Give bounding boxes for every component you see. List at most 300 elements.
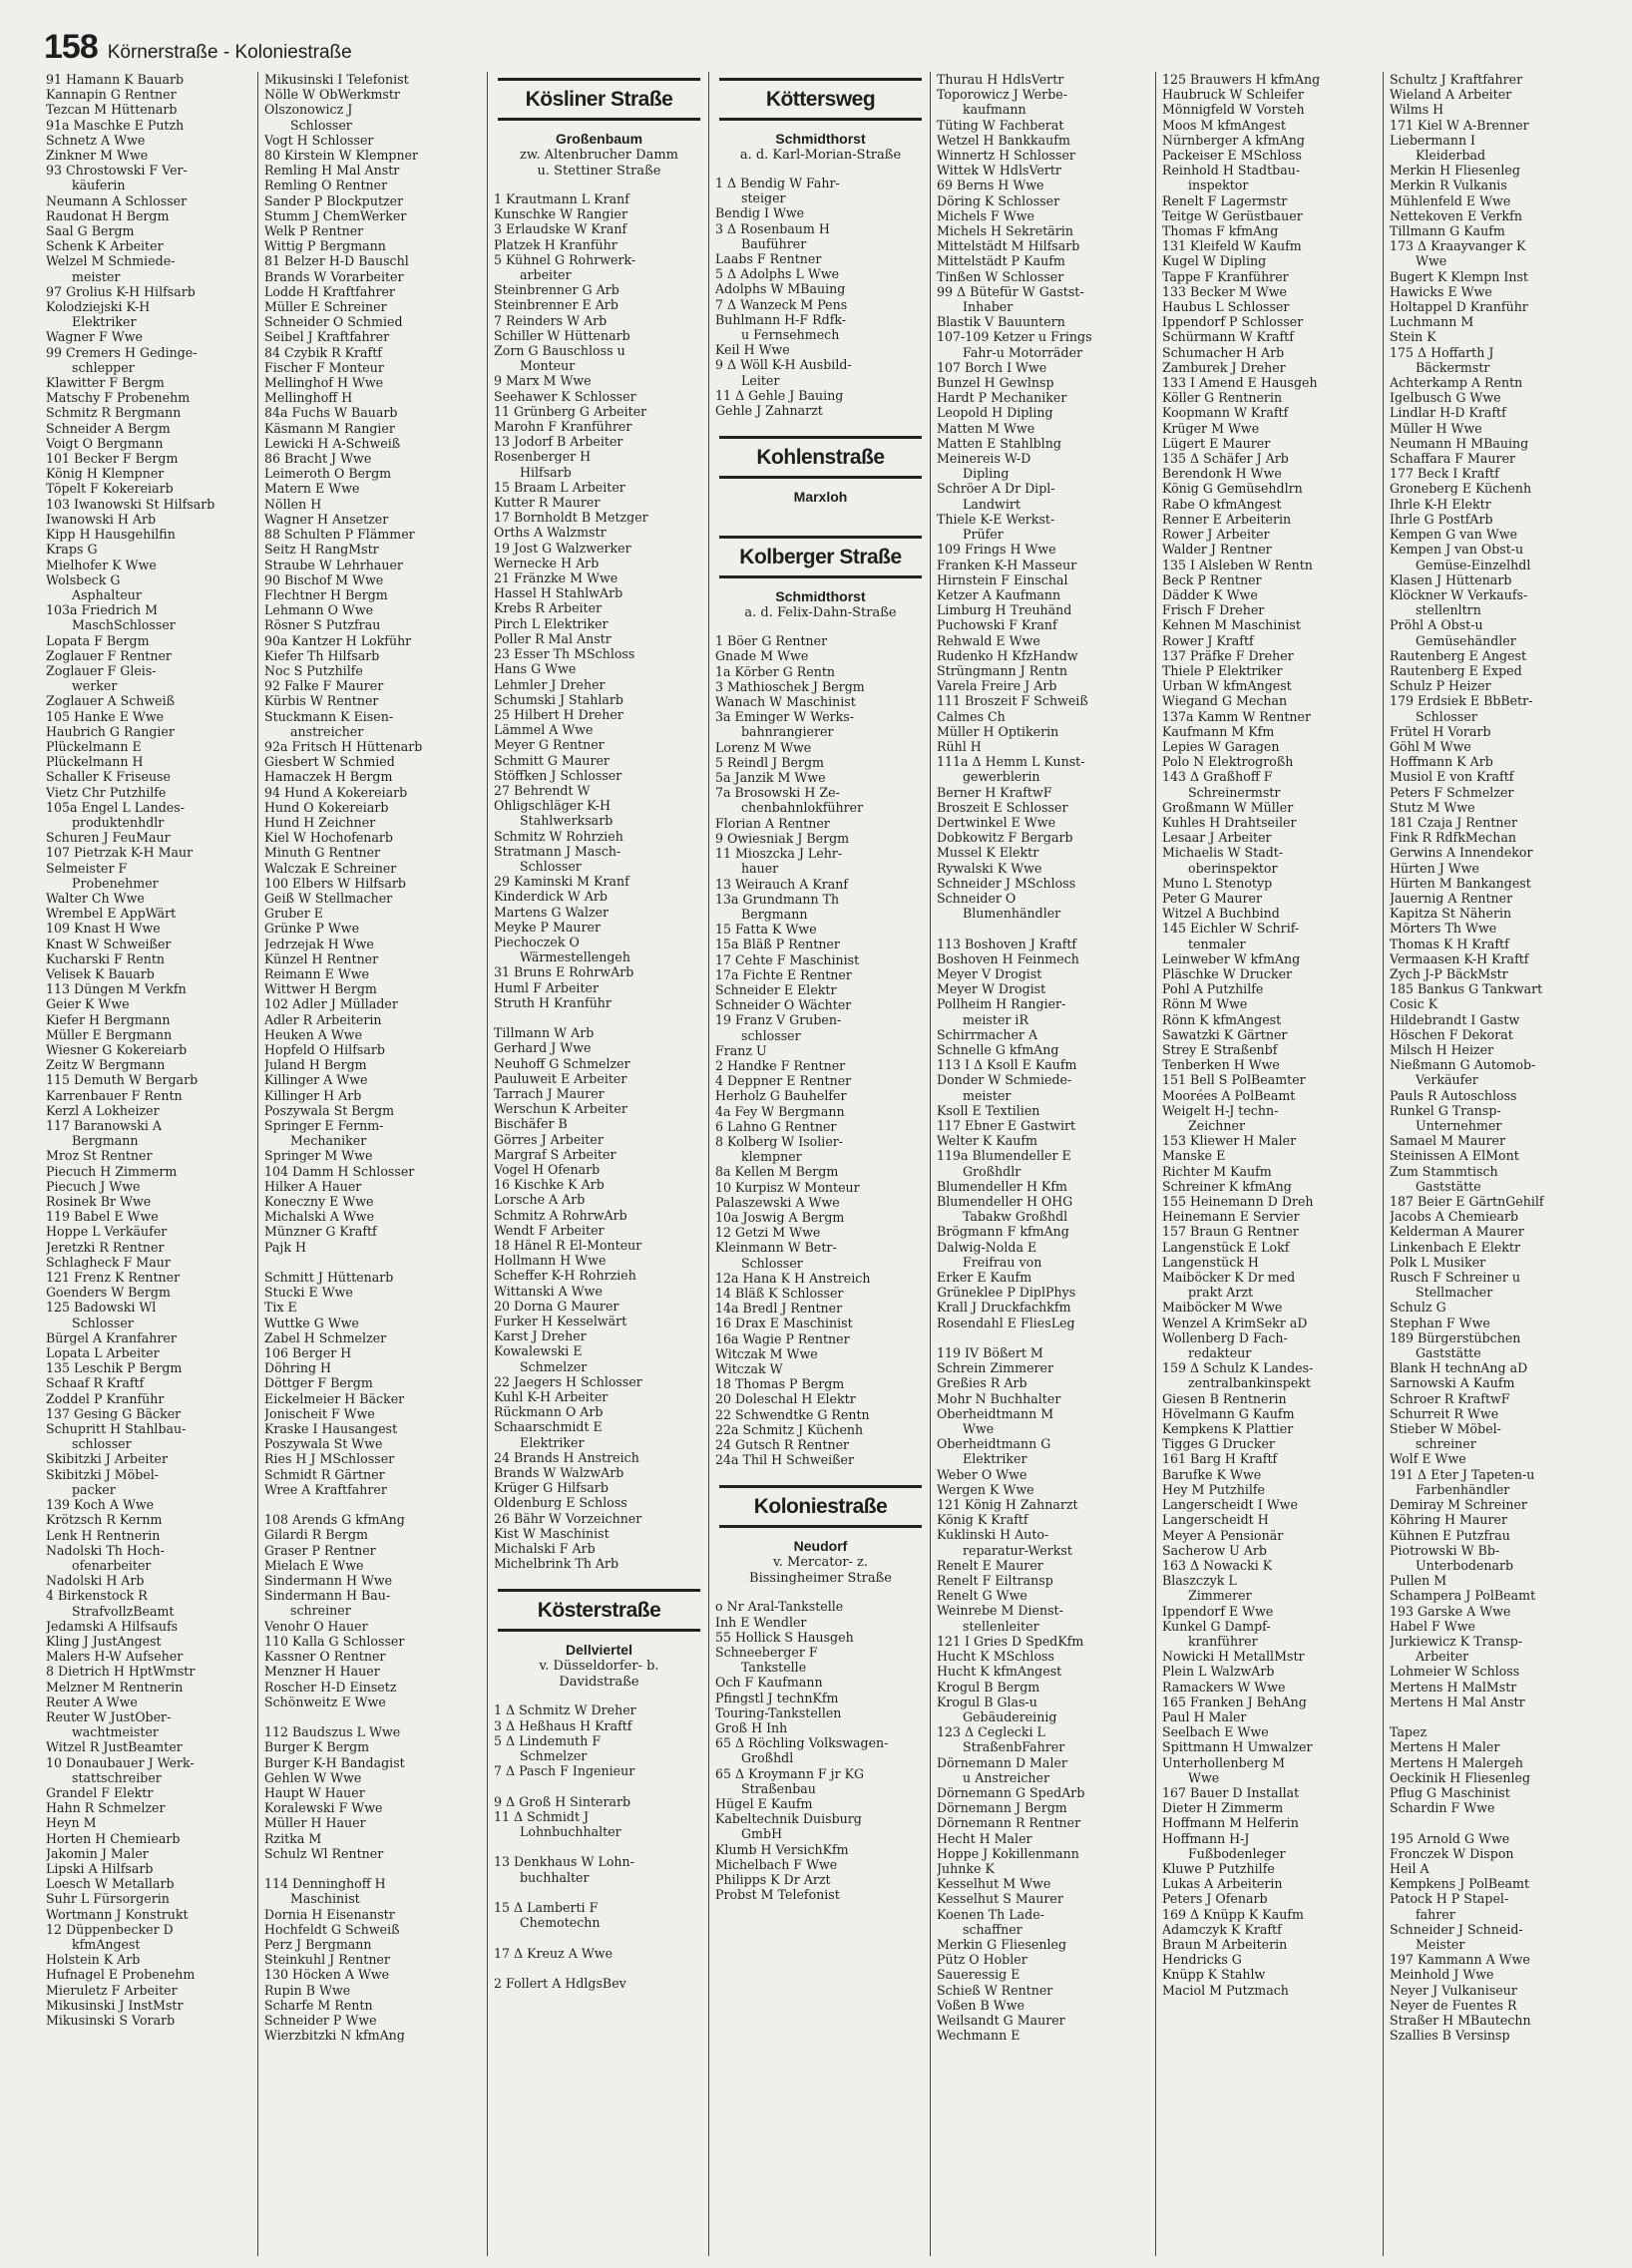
resident-entry: Lipski A Hilfsarb: [46, 1860, 154, 1876]
resident-entry: Donder W Schmiede-: [937, 1072, 1072, 1088]
resident-entry: 5 Δ Adolphs L Wwe: [715, 266, 840, 282]
resident-entry: Vogel H Ofenarb: [494, 1161, 601, 1177]
resident-entry: Ramackers W Wwe: [1162, 1679, 1286, 1695]
resident-entry: Blastik V Bauuntern: [937, 314, 1065, 330]
resident-entry: Lügert E Maurer: [1162, 435, 1271, 451]
resident-entry: Sander P Blockputzer: [264, 192, 404, 208]
resident-entry: 7 Δ Wanzeck M Pens: [715, 296, 848, 312]
resident-entry: Witzel R JustBeamter: [46, 1739, 183, 1755]
resident-entry: Limburg H Treuhänd: [937, 602, 1072, 618]
resident-entry: Wierzbitzki N kfmAng: [264, 2028, 405, 2044]
resident-entry: 179 Erdsiek E BbBetr-: [1390, 693, 1533, 709]
resident-entry: 103a Friedrich M: [46, 602, 158, 618]
resident-entry: Killinger A Wwe: [264, 1072, 368, 1088]
resident-entry: Poller R Mal Anstr: [494, 630, 612, 646]
resident-entry: Jauernig A Rentner: [1390, 890, 1513, 906]
resident-entry: Frütel H Vorarb: [1390, 723, 1491, 739]
resident-entry: Boshoven H Feinmech: [937, 950, 1079, 966]
resident-entry: 24 Brands H Anstreich: [494, 1449, 639, 1465]
resident-entry: Krötzsch R Kernm: [46, 1512, 163, 1528]
resident-entry: Holstein K Arb: [46, 1952, 141, 1968]
resident-entry: Keil H Wwe: [715, 342, 790, 358]
resident-entry: Piechoczek O: [494, 934, 580, 949]
resident-entry: 143 Δ Graßhoff F: [1162, 769, 1273, 785]
resident-entry: Lepies W Garagen: [1162, 738, 1280, 754]
resident-entry: Mussel K Elektr: [937, 845, 1039, 861]
entry-continuation: Elektriker: [72, 314, 137, 330]
column-1: [40, 72, 257, 2256]
resident-entry: Michelbrink Th Arb: [494, 1556, 619, 1572]
resident-entry: Ketzer A Kaufmann: [937, 586, 1061, 602]
resident-entry: 84a Fuchs W Bauarb: [264, 405, 398, 421]
resident-entry: Reinhold H Stadtbau-: [1162, 163, 1301, 179]
resident-entry: Nadolski Th Hoch-: [46, 1542, 165, 1558]
resident-entry: Wittwer H Bergm: [264, 981, 377, 997]
resident-entry: Stumm J ChemWerker: [264, 207, 407, 223]
resident-entry: Lenk H Rentnerin: [46, 1527, 161, 1543]
resident-entry: Schumski J Stahlarb: [494, 691, 623, 707]
entry-continuation: Wwe: [1416, 253, 1447, 269]
resident-entry: Langerscheidt I Wwe: [1162, 1497, 1298, 1513]
resident-entry: Kuhles H Drahtseiler: [1162, 814, 1297, 830]
entry-continuation: stellenltrn: [1416, 602, 1481, 618]
resident-entry: 65 Δ Röchling Volkswagen-: [715, 1735, 889, 1751]
resident-entry: Klawitter F Bergm: [46, 375, 165, 391]
resident-entry: Wittanski A Wwe: [494, 1283, 603, 1299]
entry-continuation: Elektriker: [963, 1451, 1027, 1467]
resident-entry: Ippendorf E Wwe: [1162, 1603, 1274, 1619]
entry-continuation: Dipling: [963, 466, 1010, 482]
resident-entry: Schuren J FeuMaur: [46, 830, 171, 846]
resident-entry: 18 Thomas P Bergm: [715, 1376, 845, 1392]
resident-entry: Wagner H Ansetzer: [264, 511, 389, 527]
resident-entry: 103 Iwanowski St Hilfsarb: [46, 496, 215, 512]
resident-entry: 137 Präfke F Dreher: [1162, 647, 1294, 663]
block-spacer: [715, 621, 926, 633]
resident-entry: Krüger M Wwe: [1162, 420, 1260, 436]
resident-entry: Witczak M Wwe: [715, 1345, 818, 1361]
entry-continuation: Blumenhändler: [963, 906, 1061, 922]
resident-entry: Wenzel A KrimSekr aD: [1162, 1315, 1308, 1330]
resident-entry: Kluwe P Putzhilfe: [1162, 1860, 1275, 1876]
entry-continuation: StraßenbFahrer: [963, 1739, 1065, 1755]
resident-entry: Mielach E Wwe: [264, 1557, 364, 1573]
resident-entry: Menzner H Hauer: [264, 1664, 380, 1680]
resident-entry: 159 Δ Schulz K Landes-: [1162, 1360, 1314, 1376]
blank-line: [494, 1010, 704, 1025]
entry-continuation: Bergmann: [741, 906, 808, 922]
resident-entry: Renelt E Maurer: [937, 1557, 1043, 1573]
resident-entry: 93 Chrostowski F Ver-: [46, 163, 188, 179]
resident-entry: 5 Δ Lindemuth F: [494, 1732, 602, 1748]
resident-entry: Hollmann H Wwe: [494, 1253, 607, 1269]
resident-entry: Hoffmann H-J: [1162, 1830, 1250, 1846]
resident-entry: 107 Borch I Wwe: [937, 359, 1047, 375]
resident-entry: Meyer A Pensionär: [1162, 1527, 1284, 1543]
resident-entry: Meyer G Rentner: [494, 737, 605, 753]
resident-entry: 24 Gutsch R Rentner: [715, 1437, 850, 1453]
resident-entry: Schönweitz E Wwe: [264, 1694, 386, 1709]
resident-entry: Muno L Stenotyp: [1162, 875, 1273, 891]
resident-entry: 121 König H Zahnarzt: [937, 1497, 1078, 1513]
resident-entry: Rautenberg E Exped: [1390, 662, 1522, 678]
entry-continuation: Chemotechn: [520, 1915, 601, 1931]
resident-entry: 123 Δ Ceglecki L: [937, 1724, 1045, 1740]
resident-entry: Nettekoven E Verkfn: [1390, 207, 1522, 223]
resident-entry: Heuken A Wwe: [264, 1026, 363, 1042]
resident-entry: Kempkens J PolBeamt: [1390, 1876, 1530, 1892]
block-spacer: [494, 180, 704, 191]
resident-entry: Koenen Th Lade-: [937, 1906, 1044, 1922]
blank-line: [494, 1961, 704, 1976]
resident-entry: Kutter R Maurer: [494, 495, 601, 511]
resident-entry: Hildebrandt I Gastw: [1390, 1011, 1520, 1027]
resident-entry: 195 Arnold G Wwe: [1390, 1830, 1510, 1846]
resident-entry: Müller E Bergmann: [46, 1026, 173, 1042]
resident-entry: Varela Freire J Arb: [937, 678, 1057, 694]
resident-entry: Koralewski F Wwe: [264, 1800, 383, 1816]
resident-entry: Schneider P Wwe: [264, 2012, 377, 2028]
resident-entry: Karrenbauer F Rentn: [46, 1087, 183, 1103]
entry-continuation: Inhaber: [963, 299, 1014, 315]
resident-entry: Wechmann E: [937, 2028, 1020, 2044]
resident-entry: 137 Gesing G Bäcker: [46, 1405, 182, 1421]
district-name: Großenbaum: [555, 131, 643, 147]
resident-entry: Sacherow U Arb: [1162, 1542, 1267, 1558]
resident-entry: 17a Fichte E Rentner: [715, 966, 852, 982]
resident-entry: Kipp H Hausgehilfin: [46, 527, 176, 543]
resident-entry: Jurkiewicz K Transp-: [1390, 1633, 1523, 1649]
resident-entry: 5a Janzik M Wwe: [715, 770, 826, 786]
resident-entry: Pollheim H Rangier-: [937, 996, 1066, 1012]
resident-entry: 109 Knast H Wwe: [46, 921, 161, 937]
resident-entry: Teitge W Gerüstbauer: [1162, 207, 1303, 223]
resident-entry: Springer M Wwe: [264, 1148, 373, 1164]
resident-entry: 16a Wagiе P Rentner: [715, 1330, 850, 1346]
resident-entry: Wortmann J Konstrukt: [46, 1906, 189, 1922]
resident-entry: Koopmann W Kraftf: [1162, 405, 1289, 421]
resident-entry: Schmitz A RohrwArb: [494, 1207, 627, 1223]
resident-entry: Merkin H Fliesenleg: [1390, 163, 1520, 179]
resident-entry: Schmitt J Hüttenarb: [264, 1270, 394, 1286]
street-extent-note: v. Düsseldorfer- b.: [539, 1659, 659, 1675]
district-name: Schmidthorst: [775, 131, 866, 147]
resident-entry: Franz U: [715, 1042, 767, 1058]
entry-continuation: gewerblerin: [963, 769, 1040, 785]
resident-entry: 25 Hilbert H Dreher: [494, 706, 623, 722]
blank-line: [494, 1885, 704, 1900]
resident-entry: Kannapin G Rentner: [46, 87, 177, 103]
resident-entry: Dörnemann G SpedArb: [937, 1784, 1085, 1800]
resident-entry: 92 Falke F Maurer: [264, 678, 384, 694]
resident-entry: 10 Kurpisz W Monteur: [715, 1179, 860, 1195]
resident-entry: Gnade M Wwe: [715, 648, 809, 664]
resident-entry: 55 Hollick S Hausgeh: [715, 1629, 854, 1645]
resident-entry: Schampera J PolBeamt: [1390, 1588, 1536, 1604]
resident-entry: Geier K Wwe: [46, 996, 130, 1012]
street-heading: Koloniestraße: [719, 1485, 922, 1528]
resident-entry: 23 Esser Th MSchloss: [494, 646, 635, 662]
street-extent-note: a. d. Felix-Dahn-Straße: [744, 605, 897, 621]
entry-continuation: Gaststätte: [1416, 1345, 1481, 1361]
resident-entry: Schenk K Arbeiter: [46, 238, 164, 254]
resident-entry: Ippendorf P Schlosser: [1162, 314, 1304, 330]
resident-entry: Stutz M Wwe: [1390, 799, 1475, 815]
resident-entry: Schneider J Schneid-: [1390, 1921, 1523, 1937]
resident-entry: Käsmann M Rangier: [264, 420, 395, 436]
resident-entry: 10a Joswig A Bergm: [715, 1209, 845, 1225]
resident-entry: Gerhard J Wwe: [494, 1040, 592, 1056]
resident-entry: Voigt O Bergmann: [46, 435, 164, 451]
resident-entry: Huml F Arbeiter: [494, 979, 599, 995]
resident-entry: Jeretzki R Rentner: [46, 1239, 165, 1255]
resident-entry: 135 Leschik P Bergm: [46, 1360, 183, 1376]
resident-entry: Tarrach J Maurer: [494, 1085, 605, 1101]
resident-entry: 22 Schwendtke G Rentn: [715, 1406, 870, 1422]
resident-entry: 107 Pietrzak K-H Maur: [46, 845, 194, 861]
resident-entry: 22a Schmitz J Küchenh: [715, 1421, 864, 1437]
entry-continuation: schlepper: [72, 359, 135, 375]
resident-entry: Haubruck W Schleifer: [1162, 87, 1304, 103]
resident-entry: Oeckinik H Fliesenleg: [1390, 1769, 1531, 1785]
resident-entry: Krall J Druckfachkfm: [937, 1300, 1071, 1316]
resident-entry: Mörters Th Wwe: [1390, 921, 1497, 937]
column-6: [1155, 72, 1383, 2256]
entry-continuation: Schmelzer: [520, 1358, 588, 1374]
resident-entry: Schiller W Hüttenarb: [494, 327, 630, 343]
resident-entry: Ohligschläger K-H: [494, 798, 611, 814]
resident-entry: Schneider O: [937, 890, 1017, 906]
resident-entry: Noc S Putzhilfe: [264, 662, 363, 678]
resident-entry: Tigges G Drucker: [1162, 1436, 1275, 1452]
resident-entry: Hucht K MSchloss: [937, 1649, 1054, 1665]
resident-entry: Szallies B Versinsp: [1390, 2028, 1510, 2044]
resident-entry: Pütz O Hobler: [937, 1952, 1027, 1968]
resident-entry: Bendig I Wwe: [715, 205, 805, 221]
block-spacer: [494, 1691, 704, 1702]
resident-entry: Melzner M Rentnerin: [46, 1679, 184, 1695]
resident-entry: Tüting W Fachberat: [937, 117, 1064, 133]
resident-entry: 14 Bläß K Schlosser: [715, 1285, 844, 1301]
resident-entry: Kiefer H Bergmann: [46, 1011, 171, 1027]
resident-entry: 9 Δ Wöll K-H Ausbild-: [715, 357, 852, 373]
resident-entry: Kempkens K Plattier: [1162, 1421, 1294, 1437]
resident-entry: 12a Hana K H Anstreich: [715, 1270, 871, 1286]
resident-entry: Wittek W HdlsVertr: [937, 163, 1061, 179]
column-4: [708, 72, 930, 2256]
resident-entry: Thomas K H Kraftf: [1390, 936, 1509, 951]
resident-entry: Wolsbeck G: [46, 571, 121, 587]
resident-entry: Michels F Wwe: [937, 207, 1034, 223]
resident-entry: Rusch F Schreiner u: [1390, 1270, 1520, 1286]
resident-entry: Scheffer K-H Rohrzieh: [494, 1268, 636, 1284]
resident-entry: Matern E Wwe: [264, 481, 360, 497]
resident-entry: Blaszczyk L: [1162, 1573, 1237, 1589]
entry-continuation: Gebäudereinig: [963, 1708, 1057, 1724]
resident-entry: 125 Brauwers H kfmAng: [1162, 72, 1321, 87]
resident-entry: Thiele P Elektriker: [1162, 662, 1283, 678]
resident-entry: Blumendeller H Kfm: [937, 1178, 1067, 1194]
resident-entry: Schupritt H Stahlbau-: [46, 1421, 187, 1437]
resident-entry: 110 Kalla G Schlosser: [264, 1633, 405, 1649]
resident-entry: Müller H Hauer: [264, 1815, 366, 1831]
entry-continuation: Maschinist: [290, 1891, 360, 1907]
resident-entry: Stratmann J Masch-: [494, 843, 621, 859]
resident-entry: Velisek K Bauarb: [46, 965, 155, 981]
district-name: Marxloh: [793, 489, 848, 506]
resident-entry: Blank H technAng aD: [1390, 1360, 1528, 1376]
resident-entry: Piecuch J Wwe: [46, 1178, 141, 1194]
resident-entry: 15a Bläß P Rentner: [715, 937, 840, 952]
resident-entry: o Nr Aral-Tankstelle: [715, 1599, 844, 1615]
resident-entry: Wree A Kraftfahrer: [264, 1481, 387, 1497]
blank-line: [1390, 1815, 1604, 1830]
resident-entry: 13 Denkhaus W Lohn-: [494, 1854, 634, 1870]
resident-entry: Schulz P Heizer: [1390, 678, 1491, 694]
resident-entry: 1 Δ Bendig W Fahr-: [715, 176, 840, 190]
resident-entry: König H Klempner: [46, 466, 165, 482]
resident-entry: Rautenberg E Angest: [1390, 647, 1527, 663]
resident-entry: Ihrle G PostfArb: [1390, 511, 1493, 527]
street-heading: Kösliner Straße: [498, 78, 700, 121]
resident-entry: Iwanowski H Arb: [46, 511, 157, 527]
resident-entry: Rehwald E Wwe: [937, 632, 1040, 648]
resident-entry: Hoppe J Kokillenmann: [937, 1845, 1079, 1861]
resident-entry: Schlagheck F Maur: [46, 1254, 171, 1270]
entry-continuation: Asphalteur: [72, 586, 142, 602]
resident-entry: 3 Δ Heßhaus H Kraftf: [494, 1717, 632, 1733]
resident-entry: Lopata L Arbeiter: [46, 1345, 160, 1361]
resident-entry: Haubrich G Rangier: [46, 723, 175, 739]
resident-entry: Wuttke G Wwe: [264, 1315, 359, 1330]
resident-entry: Rösner S Putzfrau: [264, 617, 381, 633]
resident-entry: 13 Weirauch A Kranf: [715, 876, 849, 892]
resident-entry: Polo N Elektrogroßh: [1162, 754, 1294, 770]
resident-entry: 1 Krautmann L Kranf: [494, 191, 629, 206]
resident-entry: Kesselhut M Wwe: [937, 1876, 1051, 1892]
resident-entry: 80 Kirstein W Klempner: [264, 148, 419, 164]
resident-entry: Hopfeld O Hilfsarb: [264, 1042, 385, 1057]
resident-entry: Krebs R Arbeiter: [494, 600, 603, 616]
resident-entry: Kehnen M Maschinist: [1162, 617, 1301, 633]
resident-entry: Palaszewski A Wwe: [715, 1194, 840, 1210]
resident-entry: Orths A Walzmstr: [494, 525, 607, 541]
resident-entry: Mertens H MalMstr: [1390, 1679, 1517, 1695]
resident-entry: 6 Lahno G Rentner: [715, 1118, 837, 1134]
resident-entry: Laabs F Rentner: [715, 251, 822, 267]
resident-entry: Giesbert W Schmied: [264, 754, 395, 770]
resident-entry: Müller E Schreiner: [264, 299, 387, 315]
resident-entry: 119a Blumendeller E: [937, 1148, 1071, 1164]
resident-entry: 12 Getzi M Wwe: [715, 1225, 821, 1241]
resident-entry: Bischäfer B: [494, 1116, 568, 1132]
resident-entry: Schneeberger F: [715, 1645, 818, 1661]
resident-entry: Hassel H StahlwArb: [494, 585, 623, 601]
resident-entry: Scharfe M Rentn: [264, 1997, 373, 2013]
resident-entry: Struth H Kranführ: [494, 994, 612, 1010]
entry-continuation: kranführer: [1188, 1633, 1258, 1649]
resident-entry: 111a Δ Hemm L Kunst-: [937, 754, 1085, 770]
resident-entry: Neyer de Fuentes R: [1390, 1997, 1517, 2013]
resident-entry: Kassner O Rentner: [264, 1649, 386, 1665]
resident-entry: Mittelstädt P Kaufm: [937, 253, 1065, 269]
resident-entry: 12 Düppenbecker D: [46, 1921, 174, 1937]
resident-entry: Fischer F Monteur: [264, 359, 384, 375]
resident-entry: Achterkamp A Rentn: [1390, 375, 1523, 391]
resident-entry: Tillmann G Kaufm: [1390, 223, 1505, 239]
resident-entry: Wilms H: [1390, 102, 1444, 118]
resident-entry: 171 Kiel W A-Brenner: [1390, 117, 1529, 133]
resident-entry: Remling H Mal Anstr: [264, 163, 400, 179]
resident-entry: 7 Reinders W Arb: [494, 312, 608, 328]
resident-entry: Kerzl A Lokheizer: [46, 1102, 160, 1118]
resident-entry: Vietz Chr Putzhilfe: [46, 784, 167, 800]
resident-entry: Franken K-H Masseur: [937, 557, 1077, 572]
resident-entry: Langenstück E Lokf: [1162, 1239, 1290, 1255]
resident-entry: 3 Δ Rosenbaum H: [715, 220, 830, 236]
resident-entry: Sindermann H Bau-: [264, 1588, 391, 1604]
resident-entry: 187 Beier E GärtnGehilf: [1390, 1194, 1544, 1210]
entry-continuation: ofenarbeiter: [72, 1557, 152, 1573]
resident-entry: 88 Schulten P Flämmer: [264, 527, 415, 543]
resident-entry: Raudonat H Bergm: [46, 207, 170, 223]
resident-entry: 117 Ebner E Gastwirt: [937, 1118, 1076, 1133]
entry-continuation: kaufmann: [963, 102, 1026, 118]
resident-entry: 29 Kaminski M Kranf: [494, 874, 629, 890]
resident-entry: Maciol M Putzmach: [1162, 1982, 1289, 1998]
blank-line: [494, 1839, 704, 1854]
resident-entry: Zoddel P Kranführ: [46, 1390, 165, 1406]
resident-entry: Klumb H VersichKfm: [715, 1841, 849, 1857]
directory-columns: [40, 72, 1608, 2256]
resident-entry: Nießmann G Automob-: [1390, 1057, 1536, 1073]
resident-entry: Urban W kfmAngest: [1162, 678, 1292, 694]
resident-entry: Wetzel H Bankkaufm: [937, 132, 1070, 148]
resident-entry: Probst M Telefonist: [715, 1887, 840, 1903]
resident-entry: Kling J JustAngest: [46, 1633, 162, 1649]
resident-entry: Pohl A Putzhilfe: [1162, 981, 1264, 997]
resident-entry: Zeitz W Bergmann: [46, 1057, 166, 1073]
resident-entry: Zinkner M Wwe: [46, 148, 149, 164]
entry-continuation: Schlosser: [741, 1255, 803, 1271]
resident-entry: Mertens H Malergeh: [1390, 1754, 1523, 1770]
resident-entry: Oberheidtmann M: [937, 1405, 1054, 1421]
resident-entry: Schaller K Friseuse: [46, 769, 171, 785]
street-extent-note: zw. Altenbrucher Damm: [520, 148, 678, 163]
resident-entry: Höschen F Dekorat: [1390, 1026, 1513, 1042]
resident-entry: Flechtner H Bergm: [264, 586, 388, 602]
resident-entry: Schurreit R Wwe: [1390, 1405, 1499, 1421]
resident-entry: Heyn M: [46, 1815, 97, 1831]
resident-entry: Neumann A Schlosser: [46, 192, 188, 208]
resident-entry: Strey E Straßenbf: [1162, 1042, 1278, 1057]
entry-continuation: Gemüsehändler: [1416, 632, 1516, 648]
resident-entry: Liebermann I: [1390, 132, 1476, 148]
resident-entry: Seibel J Kraftfahrer: [264, 329, 390, 345]
resident-entry: Och F Kaufmann: [715, 1675, 823, 1691]
resident-entry: 137a Kamm W Rentner: [1162, 708, 1311, 724]
resident-entry: Dörnemann J Bergm: [937, 1800, 1067, 1816]
resident-entry: Rabe O kfmAngest: [1162, 496, 1282, 512]
resident-entry: Peters J Ofenarb: [1162, 1891, 1268, 1907]
resident-entry: Puchowski F Kranf: [937, 617, 1057, 633]
resident-entry: 17 Cehte F Maschinist: [715, 951, 860, 967]
entry-continuation: Bauführer: [741, 235, 807, 251]
resident-entry: Mellinghof H Wwe: [264, 375, 384, 391]
resident-entry: Witczak W: [715, 1361, 783, 1376]
resident-entry: Welzel M Schmiede-: [46, 253, 176, 269]
resident-entry: 119 IV Bößert M: [937, 1345, 1043, 1361]
